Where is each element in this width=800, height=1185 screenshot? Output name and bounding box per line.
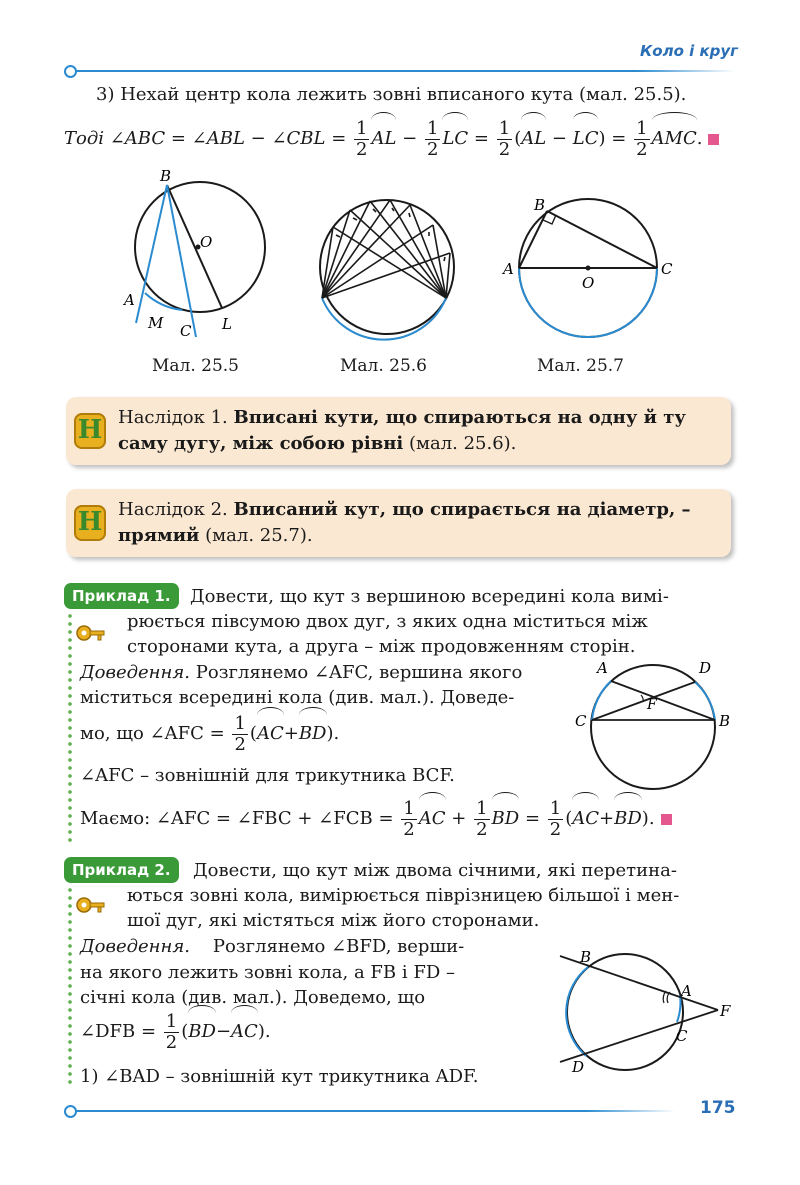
example-1-line-5: Маємо: ∠AFC = ∠FBC + ∠FCB = $\frac{1}{2}$ AC + $\frac{1}{2}$ BD = $\frac{1}{2}$ (AC+BD). [80,797,672,841]
label-f: F [720,1002,731,1020]
caption-25-7: Мал. 25.7 [537,356,625,376]
example-2-figure [550,940,740,1080]
fraction-half: $\frac{1}{2}$ [165,1010,178,1053]
arc-al: AL [371,117,396,161]
fraction-half: $\frac{1}{2}$ [636,117,648,160]
fraction-half: $\frac{1}{2}$ [403,797,415,840]
label-d: D [572,1058,585,1076]
key-icon [76,892,106,918]
example-1-task-line-1: Довести, що кут з вершиною всередині кола вимі- [190,586,669,607]
example-2-task-line-2: ються зовні кола, вимірюється піврізницею більшої і мен- [127,885,680,906]
arc-lc: LC [442,117,468,161]
fraction-half: $\frac{1}{2}$ [427,117,439,160]
footer-rule [75,1110,675,1112]
page-number: 175 [700,1098,736,1118]
fraction-half: $\frac{1}{2}$ [549,797,562,840]
example-1-proof-line-3: мо, що ∠AFC = $\frac{1}{2}$ (AC+BD). [80,712,340,755]
caption-25-6: Мал. 25.6 [340,356,428,376]
label-b: B [534,196,546,214]
label-b: B [719,712,731,730]
label-o: O [200,233,213,251]
figure-25-6 [305,185,470,350]
label-o: O [582,274,595,292]
example-1-task-line-2: рюється півсумою двох дуг, з яких одна міститься між [127,611,648,632]
label-m: M [148,314,164,332]
corollary-box-1 [66,397,731,465]
label-c: C [180,322,192,340]
label-c: C [575,712,587,730]
minus-sign: − [551,128,568,149]
intro-line-1: 3) Нехай центр кола лежить зовні вписаного кута (мал. 25.5). [96,84,687,105]
fraction-half: $\frac{1}{2}$ [498,117,511,160]
fraction-half: $\frac{1}{2}$ [476,797,488,840]
corollary-badge-icon: Н [74,505,106,541]
example-2-task-line-1: Довести, що кут між двома січними, які перетина- [193,860,677,881]
intro-line-2 [64,117,719,161]
fraction-half: $\frac{1}{2}$ [234,712,246,755]
label-c: C [661,260,673,278]
arc-amc: AMC [652,117,697,161]
example-2-label: Приклад 2. [64,857,179,883]
section-title: Коло і круг [640,42,738,60]
arc-al: AL [521,117,546,161]
label-b: B [580,948,592,966]
label-a: A [597,659,608,677]
paren: ( [514,128,522,149]
header-rule [75,70,735,72]
label-c: C [676,1027,688,1045]
label-l: L [222,315,232,333]
arc-lc: LC [573,117,599,161]
figure-25-5 [110,165,280,345]
example-1-dotted-margin [68,612,72,842]
label-b: B [160,167,172,185]
intro-equation-prefix: Тоді ∠ABC = ∠ABL − ∠CBL = [64,128,347,149]
example-2-line-5: 1) ∠BAD – зовнішній кут трикутника ADF. [80,1066,479,1087]
corollary-badge-icon: Н [74,413,106,449]
example-1-task-line-3: сторонами кута, а друга – між продовженням сторін. [127,636,636,657]
example-1-line-4: ∠AFC – зовнішній для трикутника BCF. [80,765,455,786]
label-a: A [503,260,514,278]
label-a: A [124,291,135,309]
example-2-task-line-3: шої дуг, які містяться між його сторонами. [127,910,540,931]
equals-sign: = [611,128,627,149]
fraction-half: $\frac{1}{2}$ [356,117,368,160]
example-1-label: Приклад 1. [64,583,179,609]
key-icon [76,620,106,646]
paren: ) [598,128,606,149]
equals-sign: = [473,128,490,149]
caption-25-5: Мал. 25.5 [152,356,240,376]
example-2-proof-line-2: на якого лежить зовні кола, а FB і FD – [80,962,455,983]
example-2-proof-line-4: ∠DFB = $\frac{1}{2}$ (BD−AC). [80,1010,271,1053]
example-1-proof-line-1: Доведення. Розглянемо ∠AFC, вершина якого [80,662,523,683]
example-1-proof-line-2: міститься всередині кола (див. мал.). Доведе- [80,687,515,708]
end-of-proof-mark [661,814,672,825]
minus-sign: − [402,128,418,149]
period: . [696,128,703,149]
corollary-text-2: Наслідок 2. Вписаний кут, що спирається на діаметр, – прямий (мал. 25.7). [118,499,691,546]
end-of-proof-mark [708,134,719,145]
label-f: F [647,697,657,713]
corollary-box-2 [66,489,731,557]
label-a: A [681,982,692,1000]
example-1-figure [565,655,745,805]
label-d: D [699,659,712,677]
corollary-text-1: Наслідок 1. Вписані кути, що спираються на одну й ту саму дугу, між собою рівні (мал. 25.6). [118,407,686,454]
example-2-proof-line-3: січні кола (див. мал.). Доведемо, що [80,987,426,1008]
figure-25-7 [500,190,680,350]
example-2-proof-line-1: Доведення. Розглянемо ∠BFD, верши- [80,936,465,957]
example-2-dotted-margin [68,886,72,1086]
